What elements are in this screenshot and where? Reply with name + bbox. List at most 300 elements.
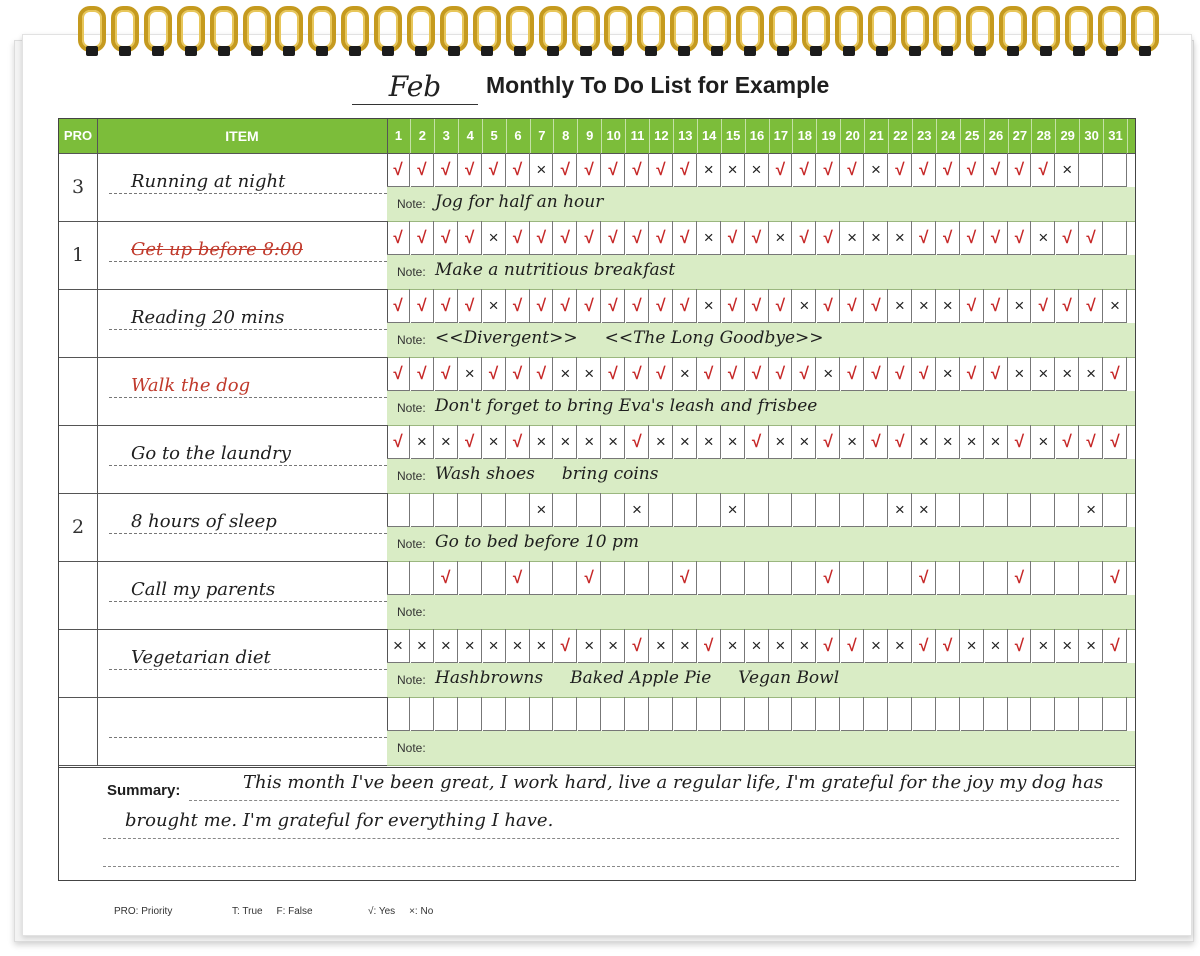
check-mark-cell[interactable]: √	[578, 153, 601, 187]
empty-day-cell[interactable]	[459, 493, 482, 527]
cross-mark-cell[interactable]: ×	[722, 153, 745, 187]
empty-day-cell[interactable]	[722, 697, 745, 731]
empty-day-cell[interactable]	[554, 561, 577, 595]
cross-mark-cell[interactable]: ×	[793, 289, 816, 323]
cross-mark-cell[interactable]: ×	[674, 425, 697, 459]
empty-day-cell[interactable]	[626, 697, 649, 731]
cross-mark-cell[interactable]: ×	[937, 357, 960, 391]
cross-mark-cell[interactable]: ×	[411, 629, 434, 663]
check-mark-cell[interactable]: √	[674, 221, 697, 255]
cross-mark-cell[interactable]: ×	[554, 425, 577, 459]
cross-mark-cell[interactable]: ×	[722, 425, 745, 459]
item-cell[interactable]	[97, 425, 388, 493]
empty-day-cell[interactable]	[1032, 697, 1055, 731]
empty-day-cell[interactable]	[769, 561, 792, 595]
check-mark-cell[interactable]: √	[937, 153, 960, 187]
cross-mark-cell[interactable]: ×	[865, 221, 888, 255]
check-mark-cell[interactable]: √	[435, 221, 458, 255]
note-bar[interactable]	[387, 663, 1135, 698]
check-mark-cell[interactable]: √	[1080, 221, 1103, 255]
cross-mark-cell[interactable]: ×	[913, 425, 936, 459]
note-bar[interactable]	[387, 595, 1135, 630]
check-mark-cell[interactable]: √	[459, 289, 482, 323]
check-mark-cell[interactable]: √	[674, 153, 697, 187]
check-mark-cell[interactable]: √	[483, 153, 506, 187]
cross-mark-cell[interactable]: ×	[841, 221, 864, 255]
cross-mark-cell[interactable]: ×	[698, 221, 721, 255]
check-mark-cell[interactable]: √	[1008, 629, 1031, 663]
check-mark-cell[interactable]: √	[387, 357, 410, 391]
cross-mark-cell[interactable]: ×	[507, 629, 530, 663]
check-mark-cell[interactable]: √	[937, 221, 960, 255]
empty-day-cell[interactable]	[817, 697, 840, 731]
check-mark-cell[interactable]: √	[626, 221, 649, 255]
check-mark-cell[interactable]: √	[530, 289, 553, 323]
check-mark-cell[interactable]: √	[435, 153, 458, 187]
note-bar[interactable]	[387, 391, 1135, 426]
check-mark-cell[interactable]: √	[1104, 357, 1127, 391]
cross-mark-cell[interactable]: ×	[769, 629, 792, 663]
check-mark-cell[interactable]: √	[793, 221, 816, 255]
cross-mark-cell[interactable]: ×	[483, 629, 506, 663]
cross-mark-cell[interactable]: ×	[1056, 153, 1079, 187]
check-mark-cell[interactable]: √	[985, 221, 1008, 255]
check-mark-cell[interactable]: √	[793, 357, 816, 391]
empty-day-cell[interactable]	[483, 697, 506, 731]
check-mark-cell[interactable]: √	[817, 221, 840, 255]
priority-cell[interactable]	[59, 289, 98, 357]
empty-day-cell[interactable]	[1080, 561, 1103, 595]
check-mark-cell[interactable]: √	[1080, 289, 1103, 323]
check-mark-cell[interactable]: √	[602, 153, 625, 187]
check-mark-cell[interactable]: √	[507, 289, 530, 323]
check-mark-cell[interactable]: √	[554, 221, 577, 255]
cross-mark-cell[interactable]: ×	[674, 357, 697, 391]
empty-day-cell[interactable]	[578, 697, 601, 731]
empty-day-cell[interactable]	[769, 493, 792, 527]
cross-mark-cell[interactable]: ×	[722, 629, 745, 663]
cross-mark-cell[interactable]: ×	[722, 493, 745, 527]
priority-cell[interactable]: 2	[59, 493, 98, 561]
empty-day-cell[interactable]	[1104, 153, 1127, 187]
empty-day-cell[interactable]	[1080, 153, 1103, 187]
check-mark-cell[interactable]: √	[1056, 289, 1079, 323]
check-mark-cell[interactable]: √	[626, 425, 649, 459]
check-mark-cell[interactable]: √	[554, 629, 577, 663]
cross-mark-cell[interactable]: ×	[530, 629, 553, 663]
check-mark-cell[interactable]: √	[411, 221, 434, 255]
item-cell[interactable]	[97, 629, 388, 697]
check-mark-cell[interactable]: √	[435, 289, 458, 323]
item-cell[interactable]	[97, 289, 388, 357]
cross-mark-cell[interactable]: ×	[865, 629, 888, 663]
check-mark-cell[interactable]: √	[411, 153, 434, 187]
check-mark-cell[interactable]: √	[817, 153, 840, 187]
empty-day-cell[interactable]	[841, 493, 864, 527]
check-mark-cell[interactable]: √	[602, 221, 625, 255]
check-mark-cell[interactable]: √	[1104, 629, 1127, 663]
priority-cell[interactable]	[59, 697, 98, 765]
check-mark-cell[interactable]: √	[507, 153, 530, 187]
empty-day-cell[interactable]	[746, 697, 769, 731]
cross-mark-cell[interactable]: ×	[1056, 629, 1079, 663]
check-mark-cell[interactable]: √	[913, 153, 936, 187]
check-mark-cell[interactable]: √	[961, 153, 984, 187]
cross-mark-cell[interactable]: ×	[746, 153, 769, 187]
cross-mark-cell[interactable]: ×	[530, 493, 553, 527]
check-mark-cell[interactable]: √	[865, 289, 888, 323]
empty-day-cell[interactable]	[698, 561, 721, 595]
check-mark-cell[interactable]: √	[507, 561, 530, 595]
empty-day-cell[interactable]	[411, 561, 434, 595]
cross-mark-cell[interactable]: ×	[985, 629, 1008, 663]
empty-day-cell[interactable]	[841, 697, 864, 731]
check-mark-cell[interactable]: √	[698, 629, 721, 663]
empty-day-cell[interactable]	[674, 493, 697, 527]
check-mark-cell[interactable]: √	[937, 629, 960, 663]
check-mark-cell[interactable]: √	[435, 357, 458, 391]
cross-mark-cell[interactable]: ×	[817, 357, 840, 391]
empty-day-cell[interactable]	[507, 493, 530, 527]
empty-day-cell[interactable]	[1032, 493, 1055, 527]
cross-mark-cell[interactable]: ×	[1032, 425, 1055, 459]
cross-mark-cell[interactable]: ×	[769, 221, 792, 255]
check-mark-cell[interactable]: √	[769, 289, 792, 323]
empty-day-cell[interactable]	[913, 697, 936, 731]
check-mark-cell[interactable]: √	[578, 289, 601, 323]
cross-mark-cell[interactable]: ×	[889, 629, 912, 663]
check-mark-cell[interactable]: √	[650, 357, 673, 391]
check-mark-cell[interactable]: √	[1104, 561, 1127, 595]
priority-cell[interactable]	[59, 357, 98, 425]
empty-day-cell[interactable]	[387, 493, 410, 527]
check-mark-cell[interactable]: √	[985, 153, 1008, 187]
item-cell[interactable]	[97, 561, 388, 629]
check-mark-cell[interactable]: √	[985, 289, 1008, 323]
check-mark-cell[interactable]: √	[722, 221, 745, 255]
empty-day-cell[interactable]	[435, 493, 458, 527]
cross-mark-cell[interactable]: ×	[698, 153, 721, 187]
cross-mark-cell[interactable]: ×	[698, 289, 721, 323]
check-mark-cell[interactable]: √	[674, 561, 697, 595]
empty-day-cell[interactable]	[411, 697, 434, 731]
check-mark-cell[interactable]: √	[1056, 221, 1079, 255]
empty-day-cell[interactable]	[435, 697, 458, 731]
empty-day-cell[interactable]	[889, 561, 912, 595]
empty-day-cell[interactable]	[650, 697, 673, 731]
empty-day-cell[interactable]	[459, 561, 482, 595]
check-mark-cell[interactable]: √	[865, 425, 888, 459]
empty-day-cell[interactable]	[937, 561, 960, 595]
check-mark-cell[interactable]: √	[1032, 289, 1055, 323]
cross-mark-cell[interactable]: ×	[889, 493, 912, 527]
check-mark-cell[interactable]: √	[746, 221, 769, 255]
cross-mark-cell[interactable]: ×	[1032, 221, 1055, 255]
check-mark-cell[interactable]: √	[626, 357, 649, 391]
empty-day-cell[interactable]	[985, 493, 1008, 527]
cross-mark-cell[interactable]: ×	[674, 629, 697, 663]
item-cell[interactable]	[97, 221, 388, 289]
empty-day-cell[interactable]	[1008, 697, 1031, 731]
check-mark-cell[interactable]: √	[650, 153, 673, 187]
cross-mark-cell[interactable]: ×	[746, 629, 769, 663]
empty-day-cell[interactable]	[626, 561, 649, 595]
check-mark-cell[interactable]: √	[769, 153, 792, 187]
empty-day-cell[interactable]	[793, 697, 816, 731]
cross-mark-cell[interactable]: ×	[1032, 629, 1055, 663]
summary-line-1[interactable]: This month I've been great, I work hard, live a regular life, I'm grateful for the joy my dog has	[243, 772, 1104, 793]
check-mark-cell[interactable]: √	[387, 153, 410, 187]
cross-mark-cell[interactable]: ×	[793, 425, 816, 459]
cross-mark-cell[interactable]: ×	[1080, 629, 1103, 663]
empty-day-cell[interactable]	[985, 561, 1008, 595]
cross-mark-cell[interactable]: ×	[937, 425, 960, 459]
cross-mark-cell[interactable]: ×	[913, 493, 936, 527]
empty-day-cell[interactable]	[1056, 493, 1079, 527]
empty-day-cell[interactable]	[650, 493, 673, 527]
check-mark-cell[interactable]: √	[411, 357, 434, 391]
empty-day-cell[interactable]	[578, 493, 601, 527]
empty-day-cell[interactable]	[1080, 697, 1103, 731]
check-mark-cell[interactable]: √	[507, 425, 530, 459]
cross-mark-cell[interactable]: ×	[985, 425, 1008, 459]
priority-cell[interactable]: 1	[59, 221, 98, 289]
check-mark-cell[interactable]: √	[841, 289, 864, 323]
month-field[interactable]: Feb	[352, 70, 478, 105]
cross-mark-cell[interactable]: ×	[961, 425, 984, 459]
cross-mark-cell[interactable]: ×	[483, 425, 506, 459]
check-mark-cell[interactable]: √	[817, 561, 840, 595]
cross-mark-cell[interactable]: ×	[578, 357, 601, 391]
cross-mark-cell[interactable]: ×	[530, 153, 553, 187]
check-mark-cell[interactable]: √	[913, 221, 936, 255]
check-mark-cell[interactable]: √	[650, 221, 673, 255]
check-mark-cell[interactable]: √	[411, 289, 434, 323]
empty-day-cell[interactable]	[1032, 561, 1055, 595]
check-mark-cell[interactable]: √	[1056, 425, 1079, 459]
check-mark-cell[interactable]: √	[889, 357, 912, 391]
check-mark-cell[interactable]: √	[459, 425, 482, 459]
empty-day-cell[interactable]	[1104, 697, 1127, 731]
empty-day-cell[interactable]	[483, 561, 506, 595]
empty-day-cell[interactable]	[602, 697, 625, 731]
empty-day-cell[interactable]	[507, 697, 530, 731]
empty-day-cell[interactable]	[459, 697, 482, 731]
cross-mark-cell[interactable]: ×	[554, 357, 577, 391]
empty-day-cell[interactable]	[602, 561, 625, 595]
check-mark-cell[interactable]: √	[889, 425, 912, 459]
check-mark-cell[interactable]: √	[913, 561, 936, 595]
empty-day-cell[interactable]	[387, 561, 410, 595]
empty-day-cell[interactable]	[1056, 697, 1079, 731]
note-bar[interactable]	[387, 323, 1135, 358]
check-mark-cell[interactable]: √	[841, 357, 864, 391]
empty-day-cell[interactable]	[1008, 493, 1031, 527]
empty-day-cell[interactable]	[674, 697, 697, 731]
cross-mark-cell[interactable]: ×	[1080, 357, 1103, 391]
priority-cell[interactable]	[59, 561, 98, 629]
cross-mark-cell[interactable]: ×	[650, 425, 673, 459]
cross-mark-cell[interactable]: ×	[1008, 357, 1031, 391]
check-mark-cell[interactable]: √	[483, 357, 506, 391]
empty-day-cell[interactable]	[722, 561, 745, 595]
cross-mark-cell[interactable]: ×	[793, 629, 816, 663]
check-mark-cell[interactable]: √	[1008, 153, 1031, 187]
empty-day-cell[interactable]	[698, 493, 721, 527]
empty-day-cell[interactable]	[793, 493, 816, 527]
empty-day-cell[interactable]	[937, 493, 960, 527]
cross-mark-cell[interactable]: ×	[578, 425, 601, 459]
cross-mark-cell[interactable]: ×	[889, 289, 912, 323]
empty-day-cell[interactable]	[817, 493, 840, 527]
priority-cell[interactable]: 3	[59, 153, 98, 221]
cross-mark-cell[interactable]: ×	[530, 425, 553, 459]
note-bar[interactable]	[387, 255, 1135, 290]
check-mark-cell[interactable]: √	[817, 629, 840, 663]
check-mark-cell[interactable]: √	[961, 289, 984, 323]
empty-day-cell[interactable]	[961, 493, 984, 527]
check-mark-cell[interactable]: √	[578, 221, 601, 255]
check-mark-cell[interactable]: √	[746, 425, 769, 459]
cross-mark-cell[interactable]: ×	[913, 289, 936, 323]
check-mark-cell[interactable]: √	[985, 357, 1008, 391]
check-mark-cell[interactable]: √	[817, 425, 840, 459]
item-cell[interactable]	[97, 697, 388, 765]
check-mark-cell[interactable]: √	[1008, 425, 1031, 459]
empty-day-cell[interactable]	[865, 493, 888, 527]
check-mark-cell[interactable]: √	[459, 153, 482, 187]
cross-mark-cell[interactable]: ×	[435, 629, 458, 663]
cross-mark-cell[interactable]: ×	[1080, 493, 1103, 527]
check-mark-cell[interactable]: √	[554, 289, 577, 323]
check-mark-cell[interactable]: √	[602, 357, 625, 391]
cross-mark-cell[interactable]: ×	[602, 629, 625, 663]
empty-day-cell[interactable]	[889, 697, 912, 731]
check-mark-cell[interactable]: √	[769, 357, 792, 391]
empty-day-cell[interactable]	[1056, 561, 1079, 595]
check-mark-cell[interactable]: √	[889, 153, 912, 187]
empty-day-cell[interactable]	[698, 697, 721, 731]
empty-day-cell[interactable]	[769, 697, 792, 731]
cross-mark-cell[interactable]: ×	[841, 425, 864, 459]
summary-line-2[interactable]: brought me. I'm grateful for everything I have.	[125, 810, 554, 831]
check-mark-cell[interactable]: √	[554, 153, 577, 187]
cross-mark-cell[interactable]: ×	[626, 493, 649, 527]
check-mark-cell[interactable]: √	[865, 357, 888, 391]
cross-mark-cell[interactable]: ×	[1104, 289, 1127, 323]
check-mark-cell[interactable]: √	[387, 425, 410, 459]
check-mark-cell[interactable]: √	[1008, 221, 1031, 255]
check-mark-cell[interactable]: √	[459, 221, 482, 255]
empty-day-cell[interactable]	[961, 561, 984, 595]
check-mark-cell[interactable]: √	[841, 153, 864, 187]
check-mark-cell[interactable]: √	[674, 289, 697, 323]
empty-day-cell[interactable]	[793, 561, 816, 595]
cross-mark-cell[interactable]: ×	[435, 425, 458, 459]
check-mark-cell[interactable]: √	[578, 561, 601, 595]
check-mark-cell[interactable]: √	[507, 221, 530, 255]
check-mark-cell[interactable]: √	[722, 357, 745, 391]
cross-mark-cell[interactable]: ×	[1032, 357, 1055, 391]
empty-day-cell[interactable]	[1104, 493, 1127, 527]
check-mark-cell[interactable]: √	[387, 221, 410, 255]
check-mark-cell[interactable]: √	[626, 153, 649, 187]
cross-mark-cell[interactable]: ×	[459, 357, 482, 391]
check-mark-cell[interactable]: √	[435, 561, 458, 595]
empty-day-cell[interactable]	[554, 493, 577, 527]
check-mark-cell[interactable]: √	[913, 629, 936, 663]
cross-mark-cell[interactable]: ×	[602, 425, 625, 459]
cross-mark-cell[interactable]: ×	[1008, 289, 1031, 323]
empty-day-cell[interactable]	[961, 697, 984, 731]
cross-mark-cell[interactable]: ×	[1056, 357, 1079, 391]
empty-day-cell[interactable]	[650, 561, 673, 595]
note-bar[interactable]	[387, 459, 1135, 494]
check-mark-cell[interactable]: √	[1080, 425, 1103, 459]
check-mark-cell[interactable]: √	[793, 153, 816, 187]
empty-day-cell[interactable]	[865, 697, 888, 731]
cross-mark-cell[interactable]: ×	[411, 425, 434, 459]
cross-mark-cell[interactable]: ×	[865, 153, 888, 187]
cross-mark-cell[interactable]: ×	[769, 425, 792, 459]
cross-mark-cell[interactable]: ×	[483, 221, 506, 255]
cross-mark-cell[interactable]: ×	[578, 629, 601, 663]
empty-day-cell[interactable]	[841, 561, 864, 595]
cross-mark-cell[interactable]: ×	[483, 289, 506, 323]
check-mark-cell[interactable]: √	[746, 289, 769, 323]
empty-day-cell[interactable]	[530, 561, 553, 595]
empty-day-cell[interactable]	[483, 493, 506, 527]
check-mark-cell[interactable]: √	[530, 357, 553, 391]
empty-day-cell[interactable]	[387, 697, 410, 731]
empty-day-cell[interactable]	[985, 697, 1008, 731]
check-mark-cell[interactable]: √	[722, 289, 745, 323]
cross-mark-cell[interactable]: ×	[387, 629, 410, 663]
check-mark-cell[interactable]: √	[961, 357, 984, 391]
empty-day-cell[interactable]	[746, 561, 769, 595]
priority-cell[interactable]	[59, 425, 98, 493]
check-mark-cell[interactable]: √	[961, 221, 984, 255]
check-mark-cell[interactable]: √	[626, 629, 649, 663]
check-mark-cell[interactable]: √	[626, 289, 649, 323]
check-mark-cell[interactable]: √	[1032, 153, 1055, 187]
check-mark-cell[interactable]: √	[507, 357, 530, 391]
cross-mark-cell[interactable]: ×	[937, 289, 960, 323]
cross-mark-cell[interactable]: ×	[889, 221, 912, 255]
check-mark-cell[interactable]: √	[1104, 425, 1127, 459]
check-mark-cell[interactable]: √	[698, 357, 721, 391]
cross-mark-cell[interactable]: ×	[459, 629, 482, 663]
check-mark-cell[interactable]: √	[387, 289, 410, 323]
check-mark-cell[interactable]: √	[817, 289, 840, 323]
empty-day-cell[interactable]	[530, 697, 553, 731]
item-cell[interactable]	[97, 153, 388, 221]
empty-day-cell[interactable]	[602, 493, 625, 527]
empty-day-cell[interactable]	[1104, 221, 1127, 255]
check-mark-cell[interactable]: √	[913, 357, 936, 391]
empty-day-cell[interactable]	[865, 561, 888, 595]
empty-day-cell[interactable]	[411, 493, 434, 527]
note-bar[interactable]	[387, 187, 1135, 222]
check-mark-cell[interactable]: √	[650, 289, 673, 323]
check-mark-cell[interactable]: √	[746, 357, 769, 391]
item-cell[interactable]	[97, 493, 388, 561]
note-bar[interactable]	[387, 731, 1135, 766]
empty-day-cell[interactable]	[554, 697, 577, 731]
cross-mark-cell[interactable]: ×	[698, 425, 721, 459]
check-mark-cell[interactable]: √	[841, 629, 864, 663]
priority-cell[interactable]	[59, 629, 98, 697]
